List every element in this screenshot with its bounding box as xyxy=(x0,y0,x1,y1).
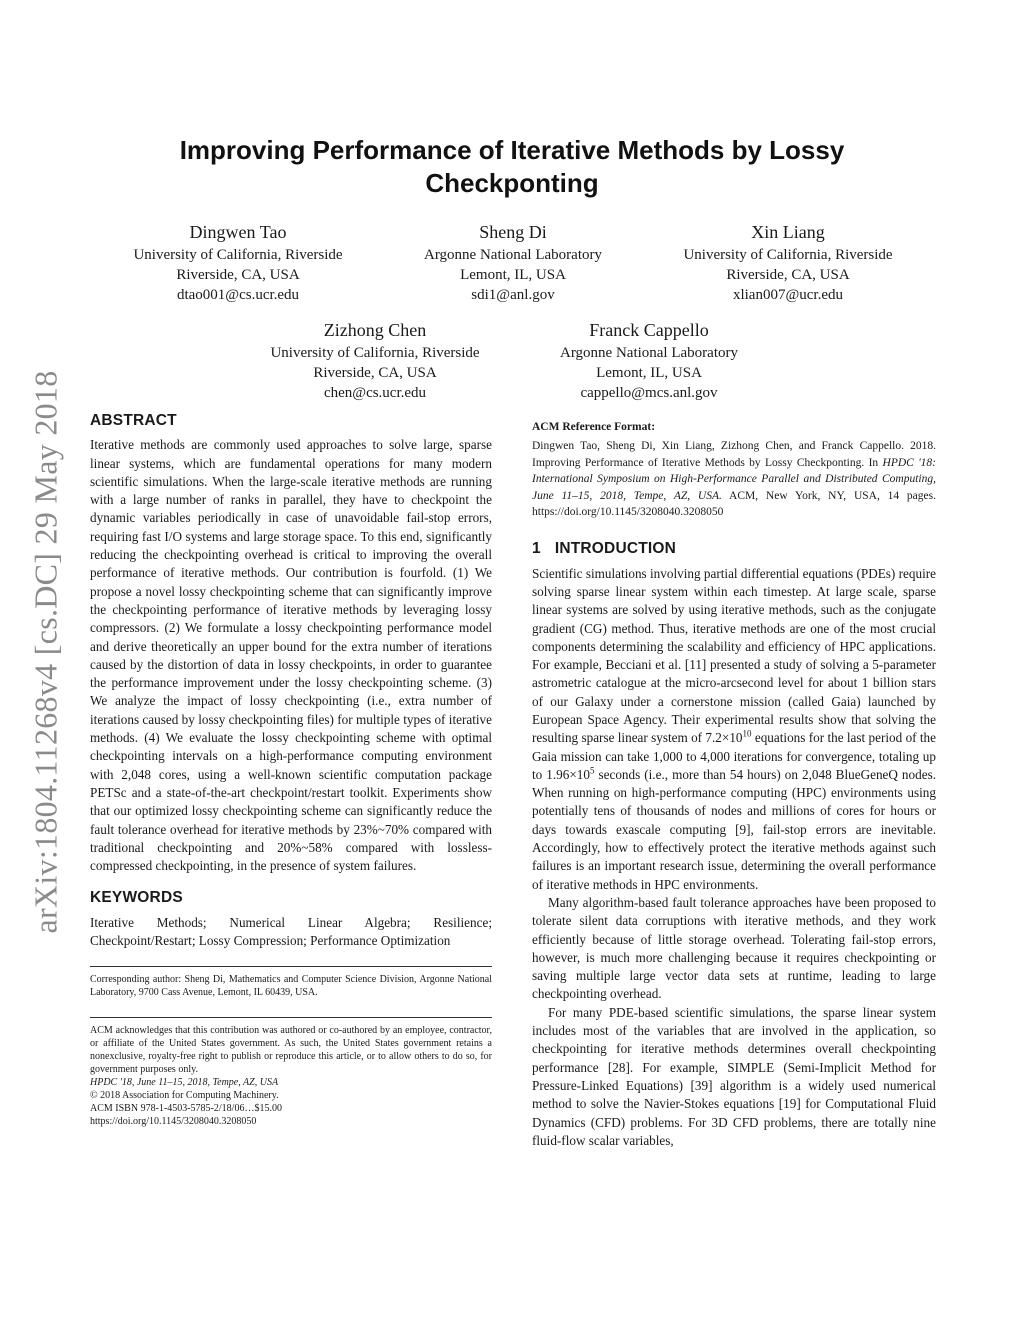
section-number: 1 xyxy=(532,540,541,558)
author-name: Zizhong Chen xyxy=(323,320,427,340)
author-location: Riverside, CA, USA xyxy=(726,267,850,283)
author-email[interactable]: dtao001@cs.ucr.edu xyxy=(176,287,300,303)
conference-info: HPDC '18, June 11–15, 2018, Tempe, AZ, USA xyxy=(90,1077,279,1089)
author-block xyxy=(254,318,496,403)
acm-reference-body xyxy=(532,438,936,520)
author-name: Franck Cappello xyxy=(589,320,709,340)
author-location: Riverside, CA, USA xyxy=(313,365,437,381)
author-name: Sheng Di xyxy=(479,222,547,242)
corresponding-author-note: Corresponding author: Sheng Di, Mathematics and Computer Science Division, Argonne National Laboratory, 9700 Cass Avenue, Lemont, IL 60439, USA. xyxy=(90,974,492,999)
arxiv-identifier: arXiv:1804.11268v4 [cs.DC] 29 May 2018 xyxy=(27,370,64,934)
acm-reference-authors: Dingwen Tao, Sheng Di, Xin Liang, Zizhong Chen, and Franck Cappello. 2018. Improving Performance of Iterative Methods by Lossy Checkponting. In xyxy=(532,440,936,469)
author-affiliation: Argonne National Laboratory xyxy=(559,345,738,361)
author-affiliation: Argonne National Laboratory xyxy=(423,247,602,263)
abstract-heading: ABSTRACT xyxy=(90,412,177,429)
author-email[interactable]: xlian007@ucr.edu xyxy=(732,287,844,303)
author-affiliation: University of California, Riverside xyxy=(133,247,343,263)
author-email[interactable]: cappello@mcs.anl.gov xyxy=(580,385,718,401)
acm-notice: ACM acknowledges that this contribution was authored or co-authored by an employee, contractor, or affiliate of the United States government. As such, the United States government retains a nonexclusive, royalty-free right to publish or reproduce this article, or to allow others to do so, for government purposes only. xyxy=(90,1025,492,1076)
section-title: INTRODUCTION xyxy=(554,540,677,558)
intro-paragraph: Many algorithm-based fault tolerance approaches have been proposed to tolerate silent data corruptions with iterative methods, and they work efficiently because of little storage overhead. Tolerating fail-stop errors, however, is much more challenging because it requires checkpointing or saving multiple large vector data sets at runtime, leading to large checkpointing overhead. xyxy=(532,894,936,1002)
introduction-heading xyxy=(532,540,936,558)
right-column xyxy=(532,418,936,1150)
copyright: © 2018 Association for Computing Machinery. xyxy=(90,1090,279,1102)
author-affiliation: University of California, Riverside xyxy=(270,345,480,361)
intro-text: equations for the last period of the Gaia mission can take 1,000 to 4,000 iterations for convergence, totaling up to 1.96×10 xyxy=(532,730,936,782)
paper-title: Improving Performance of Iterative Methods by Lossy Checkponting xyxy=(179,135,845,198)
keywords-heading: KEYWORDS xyxy=(90,889,183,907)
exponent: 10 xyxy=(742,728,752,739)
author-name: Dingwen Tao xyxy=(189,222,287,242)
author-affiliation: University of California, Riverside xyxy=(683,247,893,263)
intro-text: Scientific simulations involving partial differential equations (PDEs) require solving sparse linear system within each timestep. At large scale, sparse linear systems are solved by using iterative methods, such as the conjugate gradient (CG) method. Thus, iterative methods are one of the most crucial components determining the scalability and efficiency of HPC applications. For example, Becciani et al. [11] presented a study of solving a 5-parameter astrometric catalogue at the micro-arcsecond level for about 1 billion stars of our Galaxy under a cornerstone mission (called Gaia) launched by European Space Agency. Their experimental results show that solving the resulting sparse linear system of 7.2×10 xyxy=(532,565,936,746)
divider xyxy=(90,1017,492,1018)
author-location: Lemont, IL, USA xyxy=(596,365,702,381)
left-column xyxy=(90,412,492,1128)
doi-link[interactable]: https://doi.org/10.1145/3208040.3208050 xyxy=(90,1116,257,1128)
author-block xyxy=(400,220,626,305)
author-location: Riverside, CA, USA xyxy=(176,267,300,283)
author-block xyxy=(118,220,358,305)
exponent: 5 xyxy=(589,765,595,776)
acm-reference-heading: ACM Reference Format: xyxy=(532,421,656,433)
author-name: Xin Liang xyxy=(751,222,825,242)
keywords-text: Iterative Methods; Numerical Linear Algebra; Resilience; Checkpoint/Restart; Lossy Compression; Performance Optimization xyxy=(90,914,492,949)
acm-reference-tail: ACM, New York, NY, USA, 14 pages. https://doi.org/10.1145/3208040.3208050 xyxy=(532,489,936,518)
divider xyxy=(90,966,492,967)
abstract-text: Iterative methods are commonly used approaches to solve large, sparse linear systems, which are fundamental operations for many modern scientific simulations. When the large-scale iterative methods are running with a large number of ranks in parallel, they have to checkpoint the dynamic variables periodically in case of unavoidable fail-stop errors, requiring fast I/O systems and large storage space. To this end, significantly reducing the checkpointing overhead is critical to improving the overall performance of iterative methods. Our contribution is fourfold. (1) We propose a novel lossy checkpointing scheme that can significantly improve the checkpointing performance of iterative methods by leveraging lossy compressors. (2) We formulate a lossy checkpointing performance model and derive theoretically an upper bound for the extra number of iterations caused by the distortion of data in lossy checkpoints, in order to guarantee the performance improvement under the lossy checkpointing scheme. (3) We analyze the impact of lossy checkpointing (i.e., extra number of iterations caused by lossy checkpointing files) for multiple types of iterative methods. (4) We evaluate the lossy checkpointing scheme with optimal checkpointing intervals on a high-performance computing environment with 2,048 cores, using a well-known scientific computation package PETSc and a state-of-the-art checkpoint/restart toolkit. Experiments show that our optimized lossy checkpointing scheme can significantly reduce the fault tolerance overhead for iterative methods by 23%~70% compared with traditional checkpointing and 20%~58% compared with lossless-compressed checkpointing, in the presence of system failures. xyxy=(90,437,492,874)
intro-text: seconds (i.e., more than 54 hours) on 2,048 BlueGeneQ nodes. When running on high-performance computing (HPC) environments using potentially tens of thousands of nodes and millions of cores for hours or days towards exascale computing [9], fail-stop errors are inevitable. Accordingly, how to effectively protect the iterative methods against such failures is an important research issue, determining the overall performance of iterative methods in HPC environments. xyxy=(532,766,936,892)
author-email[interactable]: chen@cs.ucr.edu xyxy=(323,385,427,401)
author-block xyxy=(666,220,910,305)
author-location: Lemont, IL, USA xyxy=(460,267,566,283)
isbn: ACM ISBN 978-1-4503-5785-2/18/06…$15.00 xyxy=(90,1103,282,1115)
author-email[interactable]: sdi1@anl.gov xyxy=(471,287,555,303)
acm-reference-venue: HPDC '18: International Symposium on High-Performance Parallel and Distributed Computing, June 11–15, 2018, Tempe, AZ, USA. xyxy=(532,456,936,502)
intro-paragraph xyxy=(532,565,936,894)
author-block xyxy=(536,318,762,403)
intro-paragraph: For many PDE-based scientific simulations, the sparse linear system includes most of the variables that are involved in the application, so checkpointing for iterative methods determines overall checkpointing performance [28]. For example, SIMPLE (Semi-Implicit Method for Pressure-Linked Equations) [39] algorithm is a widely used numerical method to solve the Navier-Stokes equations [19] for Computational Fluid Dynamics (CFD) problems. For 3D CFD problems, there are totally nine fluid-flow scalar variables, xyxy=(532,1004,936,1148)
